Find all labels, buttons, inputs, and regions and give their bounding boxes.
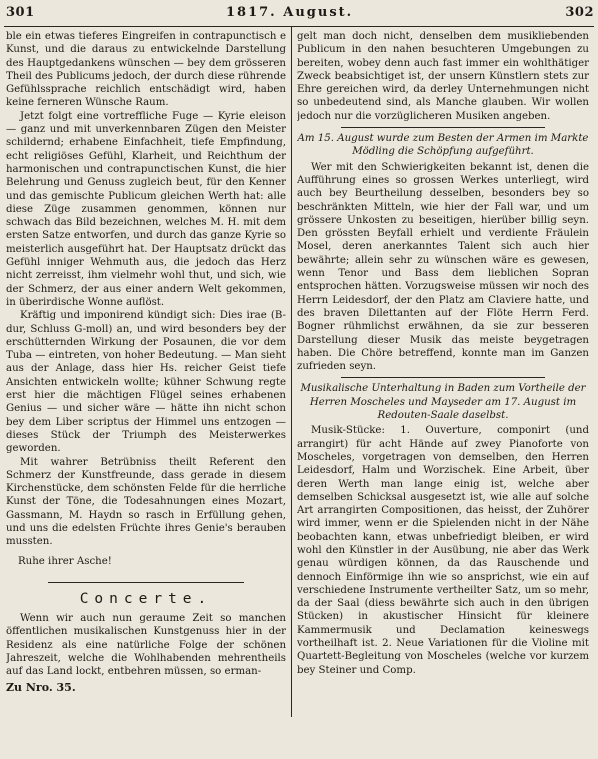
left-paragraph-1: ble ein etwas tieferes Eingreifen in contrapunctisch e Kunst, und die daraus zu entwickelnde Darstellung des Hauptgedankens wünschen — bey dem grösseren Theil des Publicums jedoch, der durch diese rührende Gefühlssprache reichlich entschädigt wird, haben keine ferneren Wünsche Raum.	[6, 31, 286, 109]
left-column	[6, 30, 286, 755]
left-paragraph-2: Jetzt folgt eine vortreffliche Fuge — Kyrie eleison — ganz und mit unverkennbaren Zügen den Meister schildernd; erhabene Einfachheit, tiefe Empfindung, echt religiöses Gefühl, Klarheit, und Reichthum der harmonischen und contrapunctischen Kunst, die hier Belehrung und Genuss zugleich beut, für den Kenner und das gemischte Publicum gleichen Werth hat: alle diese Züge zusammen genommen, können nur schwach das Bild bezeichnen, welches M. H. mit dem ersten Satze entworfen, und durch das ganze Kyrie so meisterlich ausgeführt hat. Der Hauptsatz drückt das Gefühl inniger Wehmuth aus, die jedoch das Herz nicht zerreisst, ihm vielmehr wohl thut, und sich, wie der Schmerz, der aus einer andern Welt gekommen, in überirdische Wonne auflöst.	[6, 110, 286, 308]
left-paragraph-3: Kräftig und imponirend kündigt sich: Dies irae (B-dur, Schluss G-moll) an, und wird besonders bey der erschütternden Wirkung der Posaunen, die vor dem Tuba — eintreten, von hoher Bedeutung. — Man sieht aus der Anlage, dass hier Hs. reicher Geist tiefe Ansichten entwickeln wollte; kühner Schwung regte erst hier die mächtigen Flügel seines erhabenen Genius — und sicher wäre — hätte ihn nicht schon bey dem Liber scriptus der Himmel uns entzogen — dieses Stück der Triumph des Meisterwerkes geworden.	[6, 310, 286, 455]
page-number-left: 301	[6, 5, 35, 20]
issue-date: 1817. August.	[226, 5, 354, 20]
closing-line: Ruhe ihrer Asche!	[18, 555, 112, 567]
issue-signature: Zu Nro. 35.	[6, 680, 76, 694]
page-number-right: 302	[565, 5, 594, 20]
right-paragraph-2: Wer mit den Schwierigkeiten bekannt ist, denen die Aufführung eines so grossen Werkes unterliegt, wird auch bey Beurtheilung desselben, besonders bey so beschränkten Mitteln, wie hier der Fall war, und um grössere Unkosten zu beseitigen, hierüber billig seyn. Den grössten Beyfall erhielt und verdiente Fräulein Mosel, deren anerkanntes Talent sich auch hier bewährte; allein sehr zu wünschen wäre es gewesen, wenn Tenor und Bass dem lieblichen Sopran entsprochen hätten. Vorzugsweise müssen wir noch des Herrn Leidesdorf, der den Platz am Claviere hatte, und des braven Dilettanten auf der Flöte Herrn Ferd. Bogner rühmlichst erwähnen, da sie zur besseren Darstellung dieser Musik das meiste beygetragen haben. Die Chöre betreffend, konnte man im Ganzen zufrieden seyn.	[297, 161, 589, 373]
right-column	[297, 30, 589, 750]
right-heading-2: Musikalische Unterhaltung in Baden zum Vortheile der Herren Moscheles und Mayseder am 17. August im Redouten-Saale daselbst.	[300, 383, 586, 422]
right-heading-1: Am 15. August wurde zum Besten der Armen im Markte Mödling die Schöpfung aufgeführt.	[297, 133, 589, 158]
heading-separator-1	[341, 127, 545, 128]
right-paragraph-1: gelt man doch nicht, denselben dem musikliebenden Publicum in den nahen besuchteren Umgebungen zu bereiten, wobey denn auch fast immer ein wohlthätiger Zweck beabsichtiget ist, der unsern Künstlern stets zur Ehre gereichen wird, da derley Unternehmungen nicht so unbedeutend sind, als Manche glauben. Wir wollen jedoch nur die vorzüglicheren Musiken angeben.	[297, 31, 589, 122]
column-divider	[291, 27, 292, 717]
right-paragraph-3: Musik-Stücke: 1. Ouverture, componirt (und arrangirt) für acht Hände auf zwey Pianoforte von Moscheles, vorgetragen von demselben, den Herren Leidesdorf, Halm und Worzischek. Eine Arbeit, über deren Werth man lange einig ist, welche aber demselben Schicksal ausgesetzt ist, wie alle auf solche Art arrangirten Compositionen, das heisst, der Zuhörer wird immer, wenn er die Spielenden nicht in der Nähe beobachten kann, etwas unbefriedigt bleiben, er wird wohl den Künstler in der Ausübung, nie aber das Werk genau würdigen können, da das Rauschende und dennoch Einförmige ihn wie so ansprichst, wie ein auf verschiedene Instrumente vertheilter Satz, um so mehr, da der Saal (diess bewährte sich auch in den übrigen Stücken) in akustischer Hinsicht für kleinere Kammermusik und Declamation keineswegs vortheilhaft ist. 2. Neue Variationen für die Violine mit Quartett-Begleitung von Moscheles (welche vor kurzem bey Steiner und Comp.	[297, 425, 589, 676]
header-rule	[4, 26, 594, 27]
section-separator	[48, 582, 244, 583]
section-title: Concerte.	[79, 590, 213, 607]
heading-separator-2	[341, 377, 545, 378]
left-paragraph-4: Mit wahrer Betrübniss theilt Referent den Schmerz der Kunstfreunde, dass gerade in diesem Kirchenstücke, dem schönsten Felde für die herrliche Kunst der Töne, die Todesahnungen eines Mozart, Gassmann, M. Haydn so rasch in Erfüllung gehen, und uns die edelsten Früchte ihres Genie's berauben mussten.	[6, 456, 286, 548]
left-paragraph-5: Wenn wir auch nun geraume Zeit so manchen öffentlichen musikalischen Kunstgenuss hier in der Residenz als eine natürliche Folge der schönen Jahreszeit, welche die Wohlhabenden mehrentheils auf das Land lockt, entbehren müssen, so erman-	[6, 613, 286, 678]
